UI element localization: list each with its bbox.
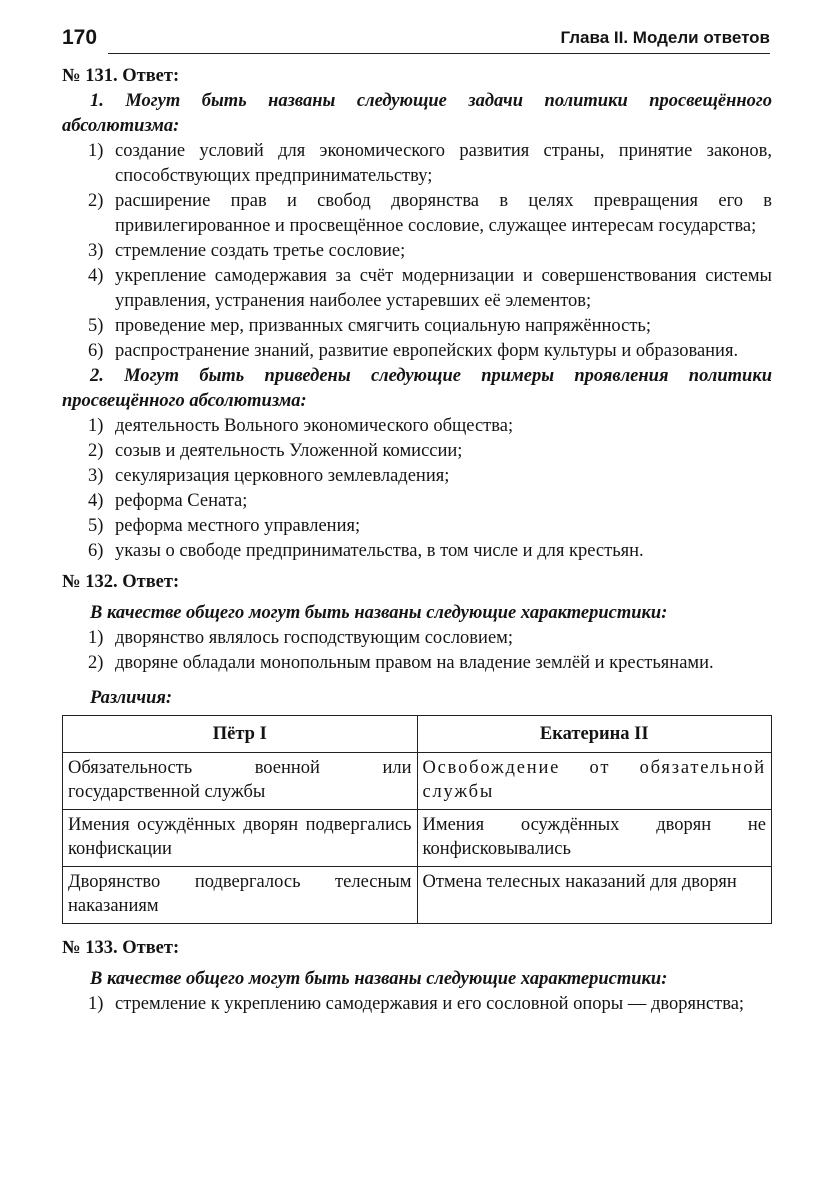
- header-rule: [108, 53, 770, 54]
- q131-part2-list: [62, 414, 772, 564]
- list-item: 1) дворянство являлось господствующим сословием;: [88, 628, 514, 648]
- table-cell: Имения осуждённых дворян не конфисковывались: [417, 810, 772, 867]
- list-item: 6) указы о свободе предпринимательства, в том числе и для крестьян.: [88, 541, 644, 561]
- q132-common-heading: В качестве общего могут быть названы следующие характеристики:: [90, 603, 668, 623]
- q131-part1-list: [62, 139, 772, 364]
- q133-common-heading: В качестве общего могут быть названы следующие характеристики:: [90, 969, 668, 989]
- question-133-title: № 133. Ответ:: [62, 938, 180, 958]
- q131-part2-heading: 2. Могут быть приведены следующие примеры проявления политики просвещённого абсолютизма:: [62, 366, 772, 411]
- table-header-row: [63, 716, 772, 753]
- q133-common-list: [62, 992, 772, 1017]
- q131-part1-heading: 1. Могут быть названы следующие задачи политики просвещённого абсолютизма:: [62, 91, 772, 136]
- list-item: 2) созыв и деятельность Уложенной комиссии;: [88, 441, 463, 461]
- page-number: 170: [62, 26, 98, 49]
- column-header-catherine: Екатерина II: [417, 716, 772, 753]
- list-item: 4) укрепление самодержавия за счёт модернизации и совершенствования системы управления, устранения наиболее устаревших её элементов;: [88, 266, 772, 311]
- list-item: 6) распространение знаний, развитие европейских форм культуры и образования.: [88, 341, 739, 361]
- page-header: [62, 26, 770, 54]
- chapter-title: Глава II. Модели ответов: [560, 28, 770, 47]
- list-item: 2) расширение прав и свобод дворянства в целях превращения его в привилегированное и просвещённое сословие, служащее интересам государства;: [88, 191, 772, 236]
- page-content: [62, 64, 772, 1017]
- table-cell: Освобождение от обязательной службы: [417, 753, 772, 810]
- list-item: 1) деятельность Вольного экономического общества;: [88, 416, 514, 436]
- list-item: 5) проведение мер, призванных смягчить социальную напряжённость;: [88, 316, 652, 336]
- table-row: [63, 867, 772, 924]
- list-item: 2) дворяне обладали монопольным правом на владение землёй и крестьянами.: [88, 653, 714, 673]
- q132-differences-heading: Различия:: [90, 688, 173, 708]
- question-132-title: № 132. Ответ:: [62, 572, 180, 592]
- table-cell: Обязательность военной или государственной службы: [63, 753, 418, 810]
- differences-table: [62, 715, 772, 924]
- list-item: 3) секуляризация церковного землевладения;: [88, 466, 450, 486]
- q132-common-list: [62, 626, 772, 676]
- question-131-title: № 131. Ответ:: [62, 66, 180, 86]
- table-cell: Дворянство подвергалось телесным наказаниям: [63, 867, 418, 924]
- table-cell: Имения осуждённых дворян подвергались конфискации: [63, 810, 418, 867]
- list-item: 1) стремление к укреплению самодержавия и его сословной опоры — дворянства;: [88, 994, 745, 1014]
- table-cell: Отмена телесных наказаний для дворян: [417, 867, 772, 924]
- list-item: 5) реформа местного управления;: [88, 516, 361, 536]
- table-row: [63, 753, 772, 810]
- table-row: [63, 810, 772, 867]
- list-item: 3) стремление создать третье сословие;: [88, 241, 406, 261]
- list-item: 4) реформа Сената;: [88, 491, 248, 511]
- list-item: 1) создание условий для экономического развития страны, принятие законов, способствующих предпринимательству;: [88, 141, 772, 186]
- column-header-peter: Пётр I: [63, 716, 418, 753]
